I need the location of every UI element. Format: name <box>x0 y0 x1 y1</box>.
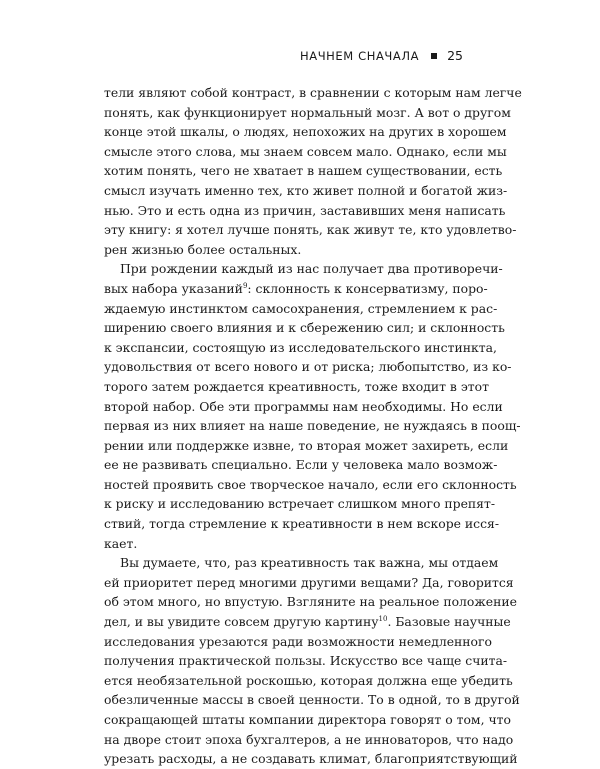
text-line: эту книгу: я хотел лучше понять, как живут те, кто удовлетво- <box>104 222 517 238</box>
text-line: понять, как функционирует нормальный мозг. А вот о другом <box>104 104 511 120</box>
text-line: исследования урезаются ради возможности немедленного <box>104 633 492 649</box>
separator-square-icon <box>431 53 437 59</box>
text-line: тели являют собой контраст, в сравнении с которым нам легче <box>104 85 522 100</box>
text-line: обезличенные массы в своей ценности. То в одной, то в другой <box>104 692 520 708</box>
text-line: к риску и исследованию встречает слишком много препят- <box>104 496 496 512</box>
text-line: рении или поддержке извне, то вторая может захиреть, если <box>104 437 509 453</box>
text-line: удовольствия от всего нового и от риска; любопытство, из ко- <box>104 359 512 375</box>
text-fragment: : склонность к консерватизму, поро- <box>247 280 488 296</box>
text-line: конце этой шкалы, о людях, непохожих на других в хорошем <box>104 124 507 140</box>
text-line: урезать расходы, а не создавать климат, благоприятствующий <box>104 751 518 767</box>
text-line: ется необязательной роскошью, которая должна еще убедить <box>104 672 513 688</box>
text-fragment: вых набора указаний <box>104 280 243 296</box>
text-line: первая из них влияет на наше поведение, не нуждаясь в поощ- <box>104 418 521 434</box>
text-line-with-footnote <box>104 612 511 632</box>
text-line: Вы думаете, что, раз креативность так важна, мы отдаем <box>120 555 499 571</box>
text-line: ностей проявить свое творческое начало, если его склонность <box>104 476 517 492</box>
text-line: рен жизнью более остальных. <box>104 241 302 257</box>
footnote-ref: 10 <box>378 614 388 623</box>
body-text <box>104 83 522 769</box>
text-line-with-footnote <box>104 279 488 299</box>
text-line: ее не развивать специально. Если у человека мало возмож- <box>104 457 498 473</box>
text-line: смысл изучать именно тех, кто живет полной и богатой жиз- <box>104 182 508 198</box>
text-line: ей приоритет перед многими другими вещами? Да, говорится <box>104 574 514 590</box>
text-line: нью. Это и есть одна из причин, заставивших меня написать <box>104 202 506 218</box>
text-fragment: дел, и вы увидите совсем другую картину <box>104 614 379 630</box>
text-line: второй набор. Обе эти программы нам необходимы. Но если <box>104 398 503 414</box>
text-line: получения практической пользы. Искусство все чаще счита- <box>104 653 508 669</box>
footnote-ref: 9 <box>242 281 248 290</box>
text-line: кает. <box>104 535 138 551</box>
running-title: НАЧНЕМ СНАЧАЛА <box>299 48 420 63</box>
text-line: При рождении каждый из нас получает два противоречи- <box>120 261 503 277</box>
text-line: сокращающей штаты компании директора говорят о том, что <box>104 712 511 727</box>
text-line: торого затем рождается креативность, тоже входит в этот <box>104 378 489 394</box>
page-number: 25 <box>447 48 463 63</box>
text-fragment: . Базовые научные <box>387 614 511 630</box>
text-line: ствий, тогда стремление к креативности в нем вскоре исся- <box>104 516 500 532</box>
text-line: ширению своего влияния и к сбережению сил; и склонность <box>104 320 505 336</box>
text-line: ждаемую инстинктом самосохранения, стремлением к рас- <box>104 300 498 316</box>
text-line: об этом много, но впустую. Взгляните на реальное положение <box>104 594 517 610</box>
text-line: хотим понять, чего не хватает в нашем существовании, есть <box>104 163 503 179</box>
text-line: к экспансии, состоящую из исследовательского инстинкта, <box>104 339 497 355</box>
text-line: смысле этого слова, мы знаем совсем мало. Однако, если мы <box>104 143 507 159</box>
page-header <box>300 48 463 63</box>
text-line: на дворе стоит эпоха бухгалтеров, а не инноваторов, что надо <box>104 731 514 747</box>
